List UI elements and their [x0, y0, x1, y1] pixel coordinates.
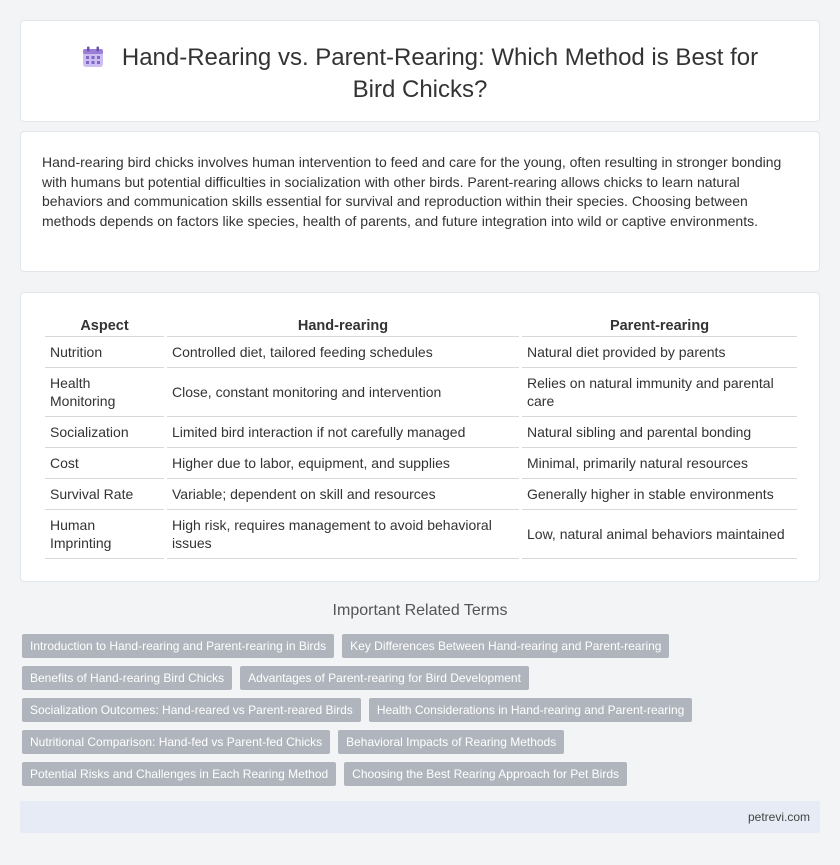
row-hand-rearing: Close, constant monitoring and intervention [167, 368, 519, 417]
related-term-tag[interactable]: Nutritional Comparison: Hand-fed vs Parent-fed Chicks [22, 730, 330, 754]
row-aspect: Health Monitoring [45, 368, 164, 417]
header-parent-rearing: Parent-rearing [522, 317, 797, 337]
row-parent-rearing: Natural sibling and parental bonding [522, 417, 797, 448]
header-hand-rearing: Hand-rearing [167, 317, 519, 337]
related-terms-title: Important Related Terms [332, 602, 508, 619]
table-row [45, 448, 797, 479]
row-parent-rearing: Low, natural animal behaviors maintained [522, 510, 797, 559]
related-term-tag[interactable]: Behavioral Impacts of Rearing Methods [338, 730, 564, 754]
row-parent-rearing: Generally higher in stable environments [522, 479, 797, 510]
related-term-tag[interactable]: Socialization Outcomes: Hand-reared vs Parent-reared Birds [22, 698, 361, 722]
row-hand-rearing: Higher due to labor, equipment, and supplies [167, 448, 519, 479]
row-aspect: Socialization [45, 417, 164, 448]
table-row [45, 479, 797, 510]
row-hand-rearing: Controlled diet, tailored feeding schedules [167, 337, 519, 368]
footer-site-link[interactable]: petrevi.com [747, 810, 810, 824]
related-term-tag[interactable]: Key Differences Between Hand-rearing and Parent-rearing [342, 634, 669, 658]
related-term-tag[interactable]: Choosing the Best Rearing Approach for Pet Birds [344, 762, 627, 786]
header-aspect: Aspect [45, 317, 164, 337]
related-term-tag[interactable]: Introduction to Hand-rearing and Parent-rearing in Birds [22, 634, 334, 658]
related-term-tag[interactable]: Health Considerations in Hand-rearing and Parent-rearing [369, 698, 693, 722]
footer [20, 801, 820, 833]
comparison-table [42, 317, 800, 559]
related-terms-list [22, 634, 722, 794]
related-term-tag[interactable]: Potential Risks and Challenges in Each Rearing Method [22, 762, 336, 786]
related-term-tag[interactable]: Advantages of Parent-rearing for Bird Development [240, 666, 529, 690]
row-hand-rearing: High risk, requires management to avoid behavioral issues [167, 510, 519, 559]
comparison-card [20, 292, 820, 582]
row-parent-rearing: Minimal, primarily natural resources [522, 448, 797, 479]
tag-row [22, 730, 722, 754]
table-row [45, 368, 797, 417]
row-aspect: Survival Rate [45, 479, 164, 510]
row-parent-rearing: Relies on natural immunity and parental care [522, 368, 797, 417]
row-parent-rearing: Natural diet provided by parents [522, 337, 797, 368]
table-row [45, 337, 797, 368]
row-aspect: Human Imprinting [45, 510, 164, 559]
row-hand-rearing: Variable; dependent on skill and resources [167, 479, 519, 510]
tag-row [22, 666, 722, 690]
page-title-wrap [61, 43, 779, 104]
related-term-tag[interactable]: Benefits of Hand-rearing Bird Chicks [22, 666, 232, 690]
row-aspect: Cost [45, 448, 164, 479]
table-row [45, 417, 797, 448]
page-title: Hand-Rearing vs. Parent-Rearing: Which Method is Best for Bird Chicks? [121, 44, 759, 103]
tag-row [22, 698, 722, 722]
calendar-icon [82, 46, 104, 75]
table-row [45, 510, 797, 559]
row-hand-rearing: Limited bird interaction if not carefully managed [167, 417, 519, 448]
row-aspect: Nutrition [45, 337, 164, 368]
title-card [20, 20, 820, 122]
intro-card [20, 131, 820, 272]
table-header-row [45, 317, 797, 337]
intro-paragraph: Hand-rearing bird chicks involves human intervention to feed and care for the young, often resulting in stronger bonding with humans but potential difficulties in socialization with other birds. Parent-rearing allows chicks to learn natural behaviors and communication skills essential for survival and reproduction within their species. Choosing between methods depends on factors like species, health of parents, and future integration into wild or captive environments. [42, 154, 782, 229]
tag-row [22, 762, 722, 786]
tag-row [22, 634, 722, 658]
